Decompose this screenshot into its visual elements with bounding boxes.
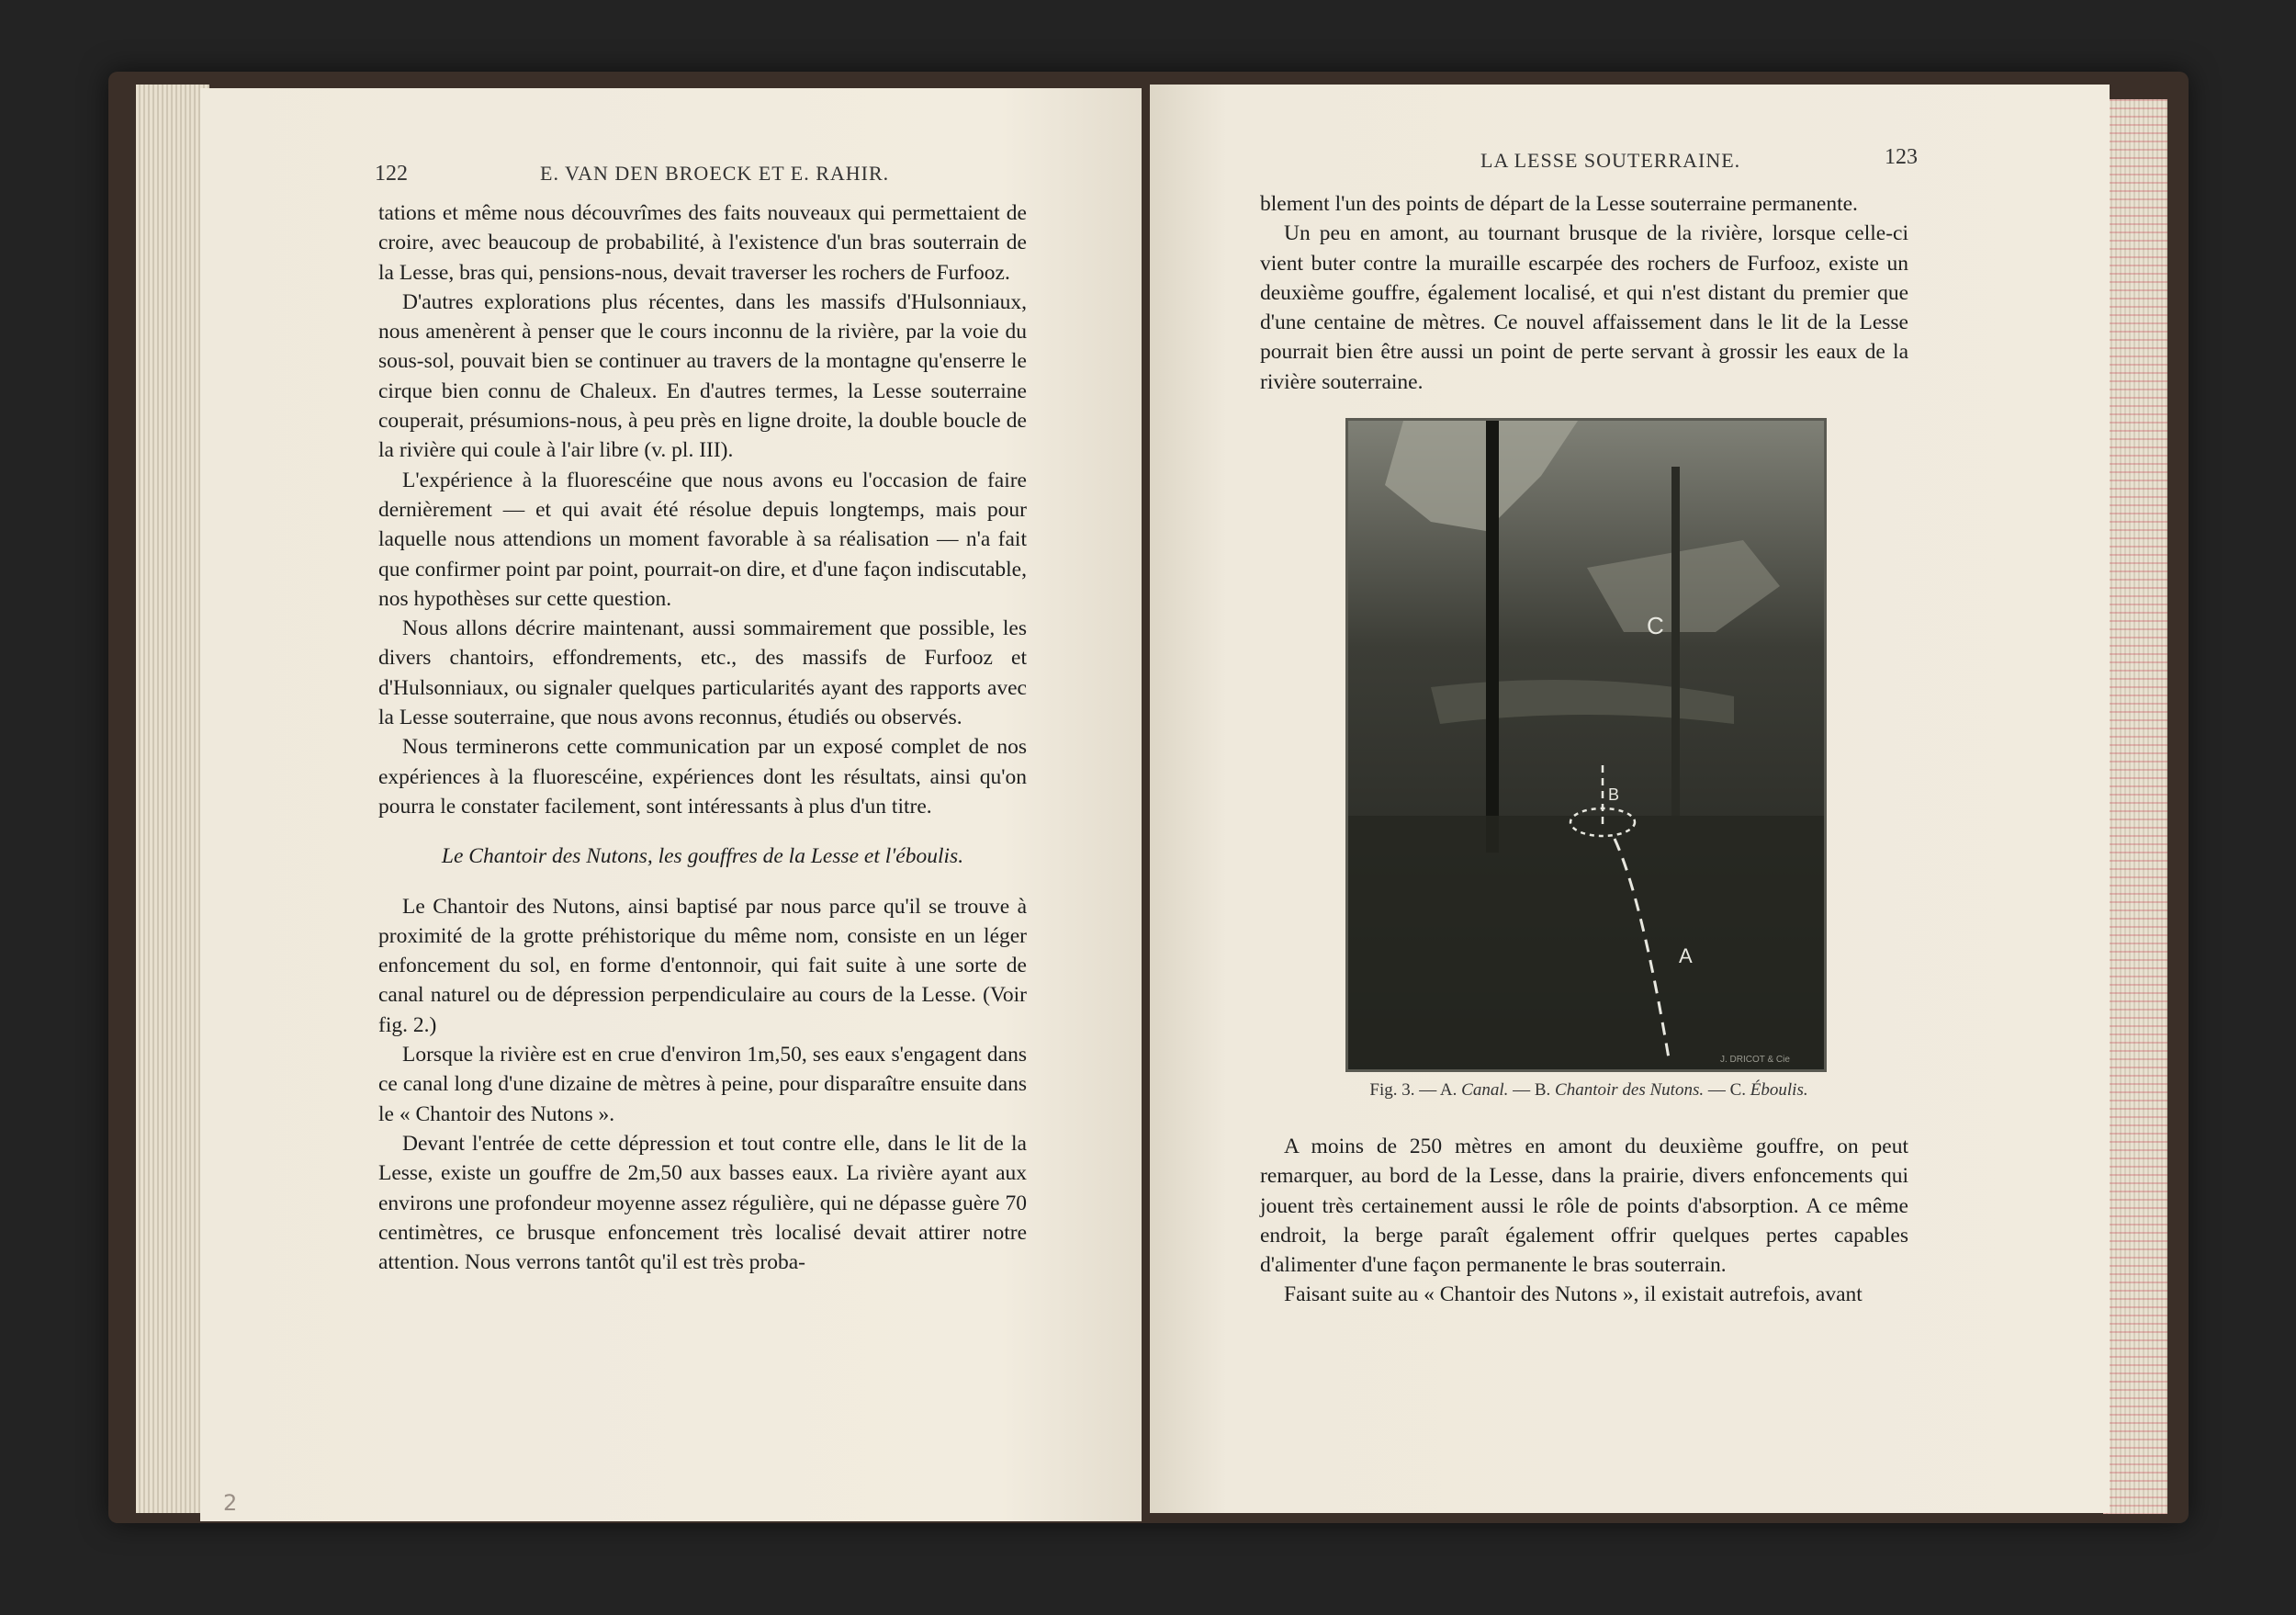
tree-trunk (1486, 421, 1499, 853)
photo-illustration (1348, 421, 1824, 1069)
caption-sep: — B. (1508, 1080, 1551, 1100)
paragraph: tations et même nous découvrîmes des faits nouveaux qui permettaient de croire, avec beaucoup de probabilité, à l'existence d'un bras souterrain de la Lesse, bras qui, pensions-nous, devait traverser les rochers de Furfooz. (378, 201, 1027, 285)
paragraph: Lorsque la rivière est en crue d'environ 1m,50, ses eaux s'engagent dans ce canal long d'une dizaine de mètres à peine, pour disparaître ensuite dans le « Chantoir des Nutons ». (378, 1043, 1027, 1126)
right-body-text-bottom (1260, 1132, 1908, 1310)
paragraph: blement l'un des points de départ de la Lesse souterraine permanente. (1260, 192, 1858, 216)
right-page-number: 123 (1885, 145, 1918, 169)
paragraph: L'expérience à la fluorescéine que nous avons eu l'occasion de faire dernièrement — et qui avait été résolue depuis longtemps, mais pour laquelle nous attendions un moment favorable à sa réalisation — n'a fait que confirmer point par point, pourrait-on dire, et d'une façon indiscutable, nos hypothèses sur cette question. (378, 468, 1027, 611)
paragraph: D'autres explorations plus récentes, dans les massifs d'Hulsonniaux, nous amenèrent à penser que le cours inconnu de la rivière, par la voie du sous-sol, pouvait bien se continuer au travers de la montagne qu'enserre le cirque bien connu de Chaleux. En d'autres termes, la Lesse souterraine couperait, présumions-nous, à peu près en ligne droite, la double boucle de la rivière qui coule à l'air libre (v. pl. III). (378, 289, 1027, 463)
right-running-head: LA LESSE SOUTERRAINE. (1480, 149, 1741, 172)
left-running-head: E. VAN DEN BROECK ET E. RAHIR. (540, 162, 890, 185)
paragraph: A moins de 250 mètres en amont du deuxième gouffre, on peut remarquer, au bord de la Lesse, dans la prairie, divers enfoncements qui jouent très certainement aussi le rôle de points d'absorption. A ce même endroit, la berge paraît également offrir quelques pertes capables d'alimenter d'une façon permanente le bras souterrain. (1260, 1135, 1908, 1278)
caption-item-c: Éboulis. (1750, 1080, 1808, 1100)
caption-item-b: Chantoir des Nutons. (1555, 1080, 1705, 1100)
pencil-mark: 2 (223, 1490, 238, 1516)
caption-item-a: Canal. (1461, 1080, 1509, 1100)
engraver-credit: J. DRICOT & Cie (1720, 1055, 1790, 1065)
figure-caption (1359, 1080, 1818, 1101)
page-edges-right (2103, 99, 2167, 1514)
figure-photograph (1345, 418, 1827, 1072)
figure-label-c: C (1647, 612, 1664, 639)
paragraph: Nous terminerons cette communication par un exposé complet de nos expériences à la fluorescéine, expériences dont les résultats, ainsi qu'on pourra le constater facilement, sont intéressants à plus d'un titre. (378, 735, 1027, 819)
section-title: Le Chantoir des Nutons, les gouffres de la Lesse et l'éboulis. (441, 844, 964, 869)
left-body-text (378, 198, 1027, 1277)
page-edges-left (136, 85, 209, 1513)
paragraph: Faisant suite au « Chantoir des Nutons », il existait autrefois, avant (1284, 1282, 1863, 1307)
paragraph: Nous allons décrire maintenant, aussi sommairement que possible, les divers chantoirs, effondrements, etc., des massifs de Furfooz et d'Hulsonniaux, ou signaler quelques particularités ayant des rapports avec la Lesse souterraine, que nous avons reconnus, étudiés ou observés. (378, 616, 1027, 730)
right-body-text-top (1260, 189, 1908, 397)
figure-label-a: A (1679, 944, 1693, 967)
caption-prefix: Fig. 3. — A. (1369, 1080, 1458, 1100)
tree-trunk (1671, 467, 1680, 816)
paragraph: Le Chantoir des Nutons, ainsi baptisé par nous parce qu'il se trouve à proximité de la grotte préhistorique du même nom, consiste en un léger enfoncement du sol, en forme d'entonnoir, qui fait suite à une sorte de canal naturel ou de dépression perpendiculaire au cours de la Lesse. (Voir fig. 2.) (378, 894, 1027, 1037)
caption-sep: — C. (1704, 1080, 1747, 1100)
paragraph: Devant l'entrée de cette dépression et tout contre elle, dans le lit de la Lesse, existe un gouffre de 2m,50 aux basses eaux. La rivière ayant aux environs une profondeur moyenne assez régulière, qui ne dépasse guère 70 centimètres, ce brusque enfoncement très localisé devait attirer notre attention. Nous verrons tantôt qu'il est très proba- (378, 1131, 1027, 1275)
figure-label-b: B (1608, 785, 1620, 804)
left-page-number: 122 (375, 162, 408, 186)
grass-foreground (1348, 816, 1824, 1069)
paragraph: Un peu en amont, au tournant brusque de la rivière, lorsque celle-ci vient buter contre la muraille escarpée des rochers de Furfooz, existe un deuxième gouffre, également localisé, et qui n'est distant du premier que d'une centaine de mètres. Ce nouvel affaissement dans le lit de la Lesse pourrait bien être aussi un point de perte servant à grossir les eaux de la rivière souterraine. (1260, 221, 1908, 394)
